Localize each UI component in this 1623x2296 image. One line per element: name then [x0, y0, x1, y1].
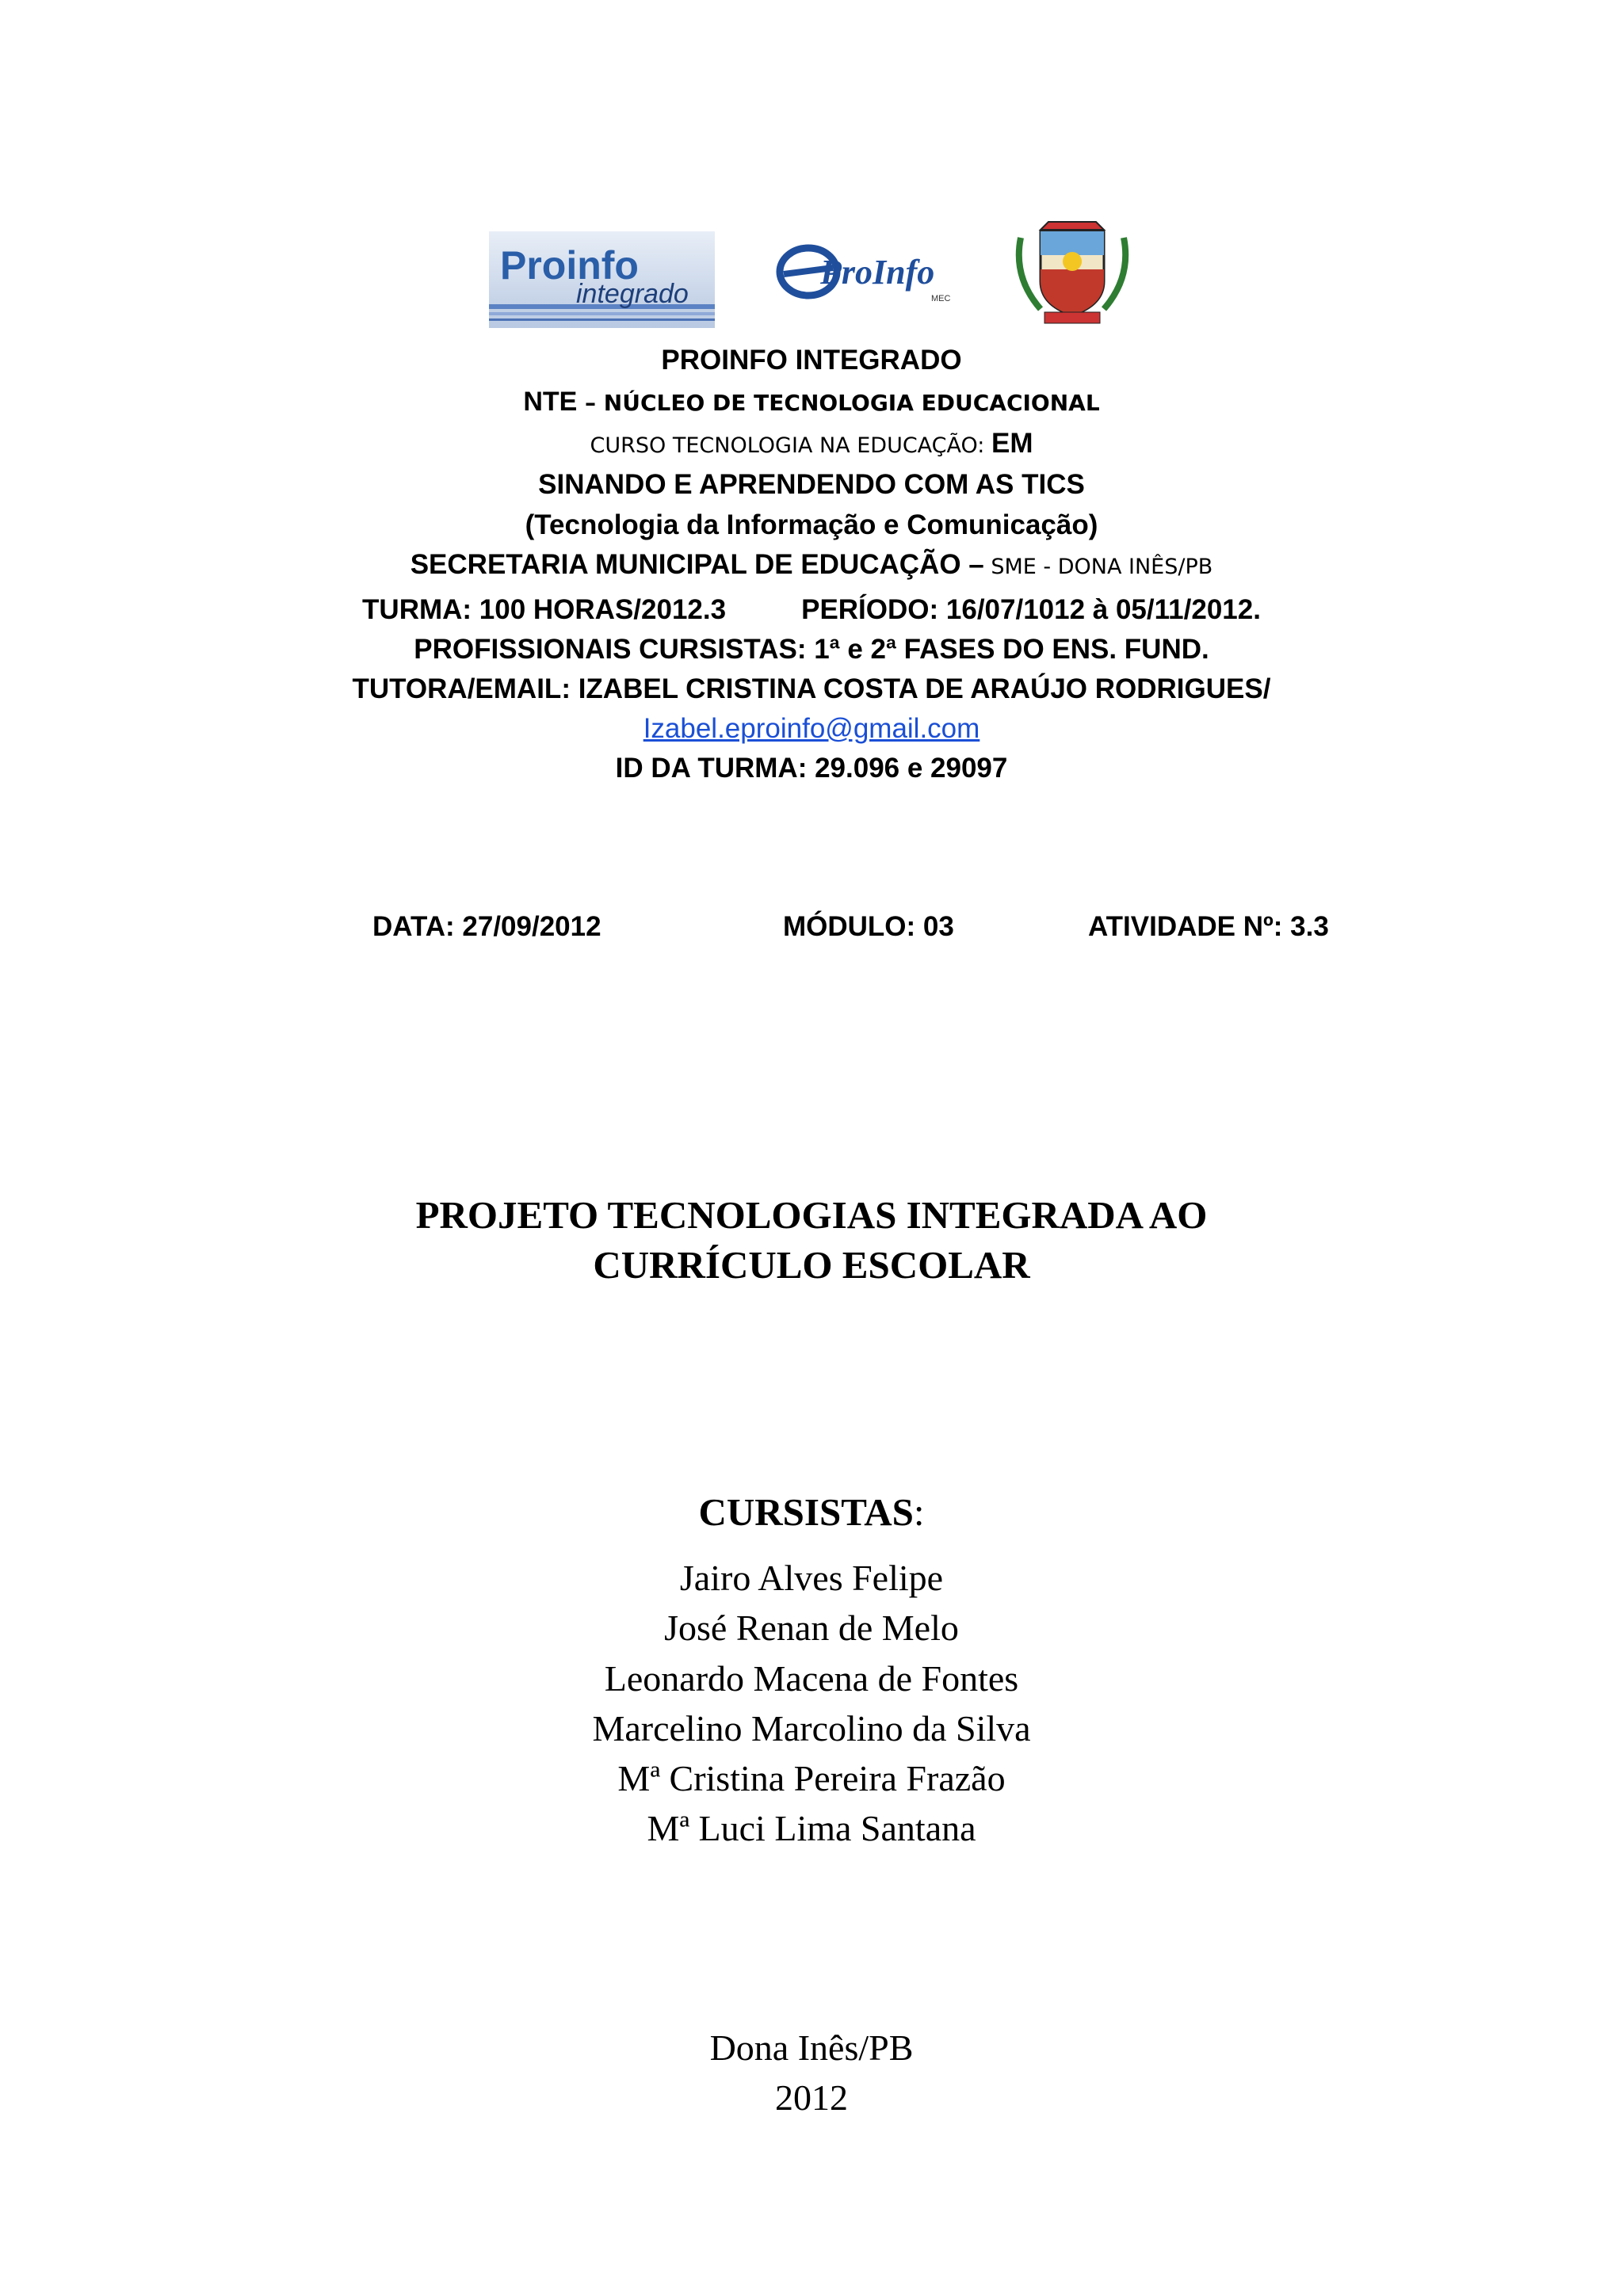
header-line-turma: [0, 594, 1623, 626]
periodo-info: PERÍODO: 16/07/1012 à 05/11/2012.: [801, 594, 1261, 625]
turma-info: TURMA: 100 HORAS/2012.3: [362, 594, 727, 625]
project-title-line1: PROJETO TECNOLOGIAS INTEGRADA AO: [415, 1193, 1208, 1237]
dona-ines-coat-of-arms: [1005, 214, 1140, 329]
tic-expansion: (Tecnologia da Informação e Comunicação): [525, 509, 1098, 540]
svg-text:ProInfo: ProInfo: [820, 253, 935, 292]
project-title-line2: CURRÍCULO ESCOLAR: [593, 1243, 1030, 1287]
logo-strip: [0, 214, 1623, 333]
header-line-nte: [0, 387, 1623, 418]
footer-year: 2012: [775, 2077, 848, 2118]
header-line-curso: [0, 428, 1623, 460]
cursista-name: Marcelino Marcolino da Silva: [592, 1708, 1031, 1749]
svg-text:MEC: MEC: [931, 294, 951, 303]
cursistas-heading-line: [0, 1489, 1623, 1535]
curso-label: CURSO TECNOLOGIA NA EDUCAÇÃO:: [590, 433, 991, 458]
meta-modulo: MÓDULO: 03: [783, 911, 954, 942]
svg-text:Proinfo: Proinfo: [500, 243, 639, 288]
nte-description: – NÚCLEO DE TECNOLOGIA EDUCACIONAL: [577, 390, 1100, 416]
curso-em: EM: [991, 428, 1033, 459]
header-line-tutora: [0, 673, 1623, 705]
header-line-tic: [0, 509, 1623, 541]
header-line-sinando: [0, 469, 1623, 501]
header-title: PROINFO INTEGRADO: [661, 345, 962, 376]
cursistas-heading: CURSISTAS: [698, 1490, 914, 1534]
cursista-name: Leonardo Macena de Fontes: [604, 1658, 1019, 1699]
profissionais-info: PROFISSIONAIS CURSISTAS: 1ª e 2ª FASES DO ENS. FUND.: [414, 634, 1209, 665]
cursistas-colon: :: [913, 1490, 925, 1534]
meta-atividade: ATIVIDADE Nº: 3.3: [1088, 911, 1329, 942]
proinfo-integrado-logo: [489, 231, 715, 328]
header-line-secretaria: [0, 549, 1623, 581]
cursista-name: Mª Cristina Pereira Frazão: [617, 1758, 1006, 1798]
header-line-email: [0, 713, 1623, 745]
eproinfo-logo: [773, 228, 963, 315]
turma-id: ID DA TURMA: 29.096 e 29097: [615, 753, 1008, 784]
nte-label: NTE: [523, 387, 578, 417]
cursista-name: Jairo Alves Felipe: [679, 1558, 944, 1598]
secretaria-location: SME - DONA INÊS/PB: [983, 555, 1213, 579]
tutora-email-link[interactable]: Izabel.eproinfo@gmail.com: [643, 713, 980, 744]
header-line-proinfo: [0, 345, 1623, 376]
cursista-name: Mª Luci Lima Santana: [647, 1808, 976, 1848]
curso-title: SINANDO E APRENDENDO COM AS TICS: [538, 469, 1085, 500]
header-line-profissionais: [0, 634, 1623, 666]
cursista-name: José Renan de Melo: [664, 1608, 959, 1648]
meta-data: DATA: 27/09/2012: [372, 911, 601, 942]
svg-text:integrado: integrado: [576, 279, 689, 309]
header-line-id: [0, 753, 1623, 784]
secretaria-label: SECRETARIA MUNICIPAL DE EDUCAÇÃO –: [410, 549, 984, 580]
tutora-info: TUTORA/EMAIL: IZABEL CRISTINA COSTA DE ARAÚJO RODRIGUES/: [352, 673, 1271, 704]
footer-place: Dona Inês/PB: [709, 2027, 914, 2068]
